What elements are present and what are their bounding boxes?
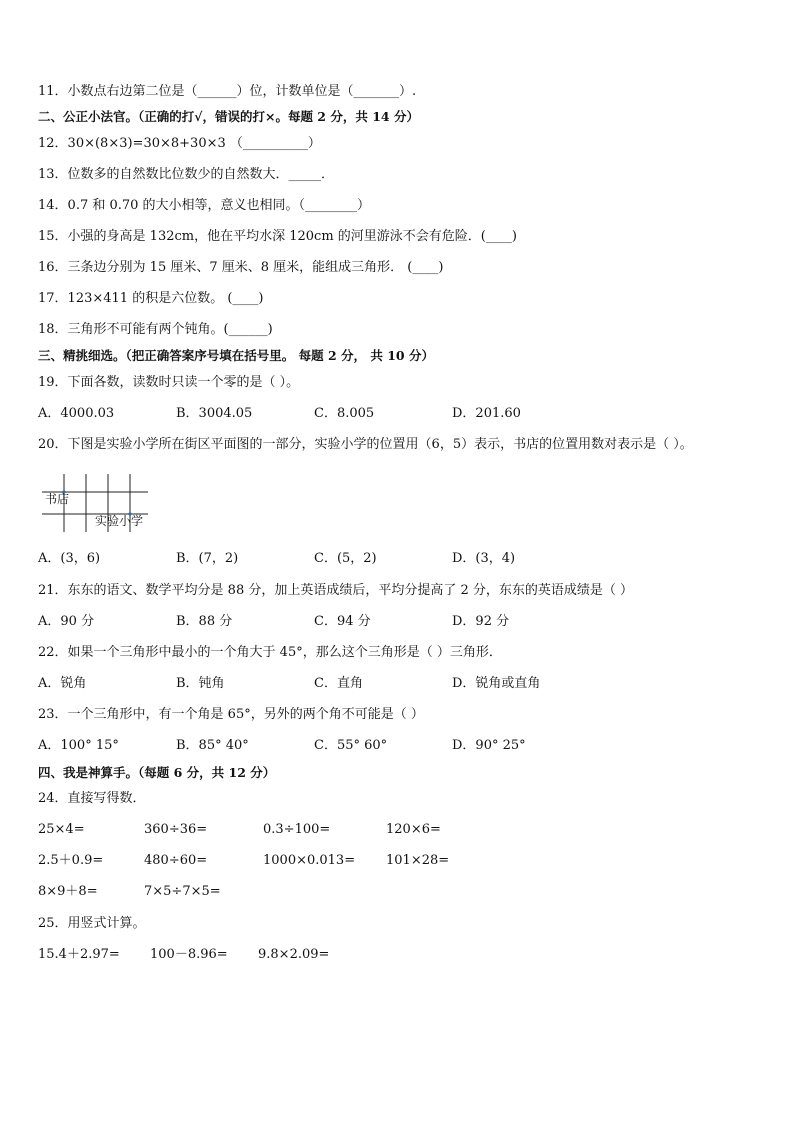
option-d: D．锐角或直角: [452, 676, 541, 691]
option-c: C．(5，2): [314, 551, 377, 566]
option-c: C．8.005: [314, 406, 375, 421]
section-2-heading: 二、公正小法官。（正确的打√，错误的打×。每题 2 分，共 14 分）: [38, 109, 419, 124]
street-grid-svg: [40, 468, 170, 538]
calc-item: 8×9＋8=: [38, 884, 98, 899]
street-grid-figure: [40, 468, 170, 538]
option-a: A．4000.03: [38, 406, 115, 421]
question-21: 21．东东的语文、数学平均分是 88 分，加上英语成绩后，平均分提高了 2 分，东东的英语成绩是（ ）: [38, 583, 634, 598]
question-19: 19．下面各数，读数时只读一个零的是（ ）。: [38, 375, 300, 390]
question-18: 18．三角形不可能有两个钝角。(______): [38, 322, 273, 337]
option-d: D．90° 25°: [452, 738, 526, 753]
option-d: D．92 分: [452, 614, 510, 629]
calc-item: 25×4=: [38, 822, 85, 837]
question-11: 11．小数点右边第二位是（______）位，计数单位是（_______）.: [38, 84, 417, 99]
calc-item: 2.5＋0.9=: [38, 853, 104, 868]
question-15: 15．小强的身高是 132cm，他在平均水深 120cm 的河里游泳不会有危险．(____): [38, 229, 517, 244]
calc-item: 1000×0.013=: [263, 853, 356, 868]
option-a: A．锐角: [38, 676, 87, 691]
question-16: 16．三条边分别为 15 厘米、7 厘米、8 厘米，能组成三角形． (____): [38, 260, 444, 275]
option-d: D．201.60: [452, 406, 521, 421]
calc-item: 0.3÷100=: [263, 822, 331, 837]
section-4-heading: 四、我是神算手。（每题 6 分，共 12 分）: [38, 765, 276, 780]
option-d: D．(3，4): [452, 551, 516, 566]
calc-item: 120×6=: [386, 822, 441, 837]
calc-item: 9.8×2.09=: [258, 947, 330, 962]
calc-item: 360÷36=: [144, 822, 208, 837]
option-a: A．90 分: [38, 614, 95, 629]
question-14: 14．0.7 和 0.70 的大小相等，意义也相同。（________）: [38, 198, 371, 213]
question-22: 22．如果一个三角形中最小的一个角大于 45°，那么这个三角形是（ ）三角形．: [38, 645, 502, 660]
calc-item: 15.4＋2.97=: [38, 947, 120, 962]
question-17: 17．123×411 的积是六位数。 (____): [38, 291, 264, 306]
question-20: 20．下图是实验小学所在街区平面图的一部分，实验小学的位置用（6，5）表示，书店的位置用数对表示是（ ）。: [38, 437, 693, 452]
option-a: A．(3，6): [38, 551, 101, 566]
option-a: A．100° 15°: [38, 738, 119, 753]
question-24: 24．直接写得数．: [38, 791, 146, 806]
school-label: 实验小学: [95, 514, 144, 528]
option-b: B．85° 40°: [176, 738, 249, 753]
option-b: B．(7，2): [176, 551, 239, 566]
question-13: 13．位数多的自然数比位数少的自然数大．_____．: [38, 167, 335, 182]
calc-item: 100－8.96=: [150, 947, 228, 962]
calc-item: 101×28=: [386, 853, 450, 868]
option-c: C．直角: [314, 676, 363, 691]
section-3-heading: 三、精挑细选。（把正确答案序号填在括号里。 每题 2 分， 共 10 分）: [38, 348, 434, 363]
option-c: C．55° 60°: [314, 738, 388, 753]
question-23: 23．一个三角形中，有一个角是 65°，另外的两个角不可能是（ ）: [38, 707, 424, 722]
option-c: C．94 分: [314, 614, 371, 629]
bookstore-label: 书店: [45, 492, 70, 506]
option-b: B．3004.05: [176, 406, 253, 421]
calc-item: 7×5÷7×5=: [144, 884, 221, 899]
option-b: B．88 分: [176, 614, 233, 629]
option-b: B．钝角: [176, 676, 225, 691]
question-25: 25．用竖式计算。: [38, 916, 146, 931]
calc-item: 480÷60=: [144, 853, 208, 868]
question-12: 12．30×(8×3)=30×8+30×3 （__________）: [38, 136, 321, 151]
